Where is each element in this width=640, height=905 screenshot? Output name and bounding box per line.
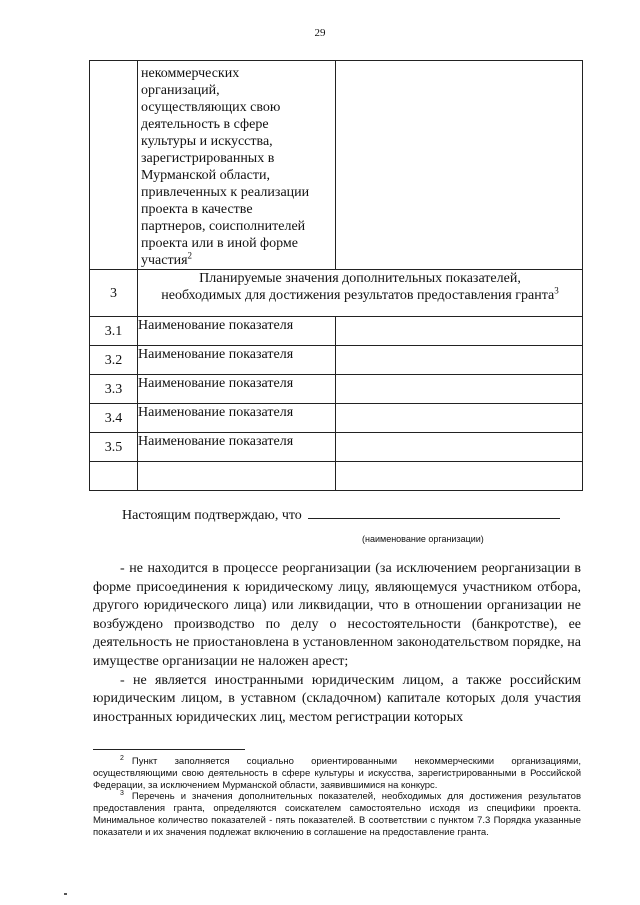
continuation-text-line: организаций,	[141, 83, 220, 98]
empty-cell	[138, 462, 336, 491]
continuation-text-line: Мурманской области,	[141, 168, 270, 183]
empty-cell[interactable]	[336, 462, 583, 491]
table-row-indicator	[90, 346, 583, 375]
indicator-value-cell[interactable]	[336, 375, 583, 404]
continuation-text-line: участия	[141, 253, 188, 268]
indicator-value-cell[interactable]	[336, 404, 583, 433]
indicator-name: Наименование показателя	[138, 375, 336, 404]
indicator-name: Наименование показателя	[138, 317, 336, 346]
indicator-number: 3.2	[90, 346, 138, 375]
grant-indicators-table	[89, 60, 583, 491]
continuation-text-line: деятельность в сфере	[141, 117, 269, 132]
indicator-number: 3.1	[90, 317, 138, 346]
section-title-line2: необходимых для достижения результатов предоставления гранта	[161, 288, 555, 303]
body-text	[93, 560, 581, 727]
continuation-text-line	[141, 252, 333, 269]
table-row-indicator	[90, 404, 583, 433]
confirmation-line	[122, 506, 560, 524]
section-title-line1: Планируемые значения дополнительных показателей,	[199, 271, 521, 286]
continuation-text-line: культуры и искусства,	[141, 134, 273, 149]
footnote	[93, 756, 581, 791]
continuation-text-line: привлеченных к реализации	[141, 185, 310, 200]
section-title	[138, 270, 583, 317]
table-row-continuation	[90, 61, 583, 270]
indicator-value-cell[interactable]	[336, 317, 583, 346]
table-row-indicator	[90, 375, 583, 404]
indicator-name: Наименование показателя	[138, 433, 336, 462]
row-number-cell	[90, 61, 138, 270]
table-row-indicator	[90, 317, 583, 346]
page-number: 29	[314, 27, 326, 39]
indicator-value-cell[interactable]	[336, 346, 583, 375]
empty-cell	[90, 462, 138, 491]
continuation-text-line: проекта в качестве	[141, 202, 253, 217]
organization-caption: (наименование организации)	[362, 534, 484, 544]
table-row-empty	[90, 462, 583, 491]
footnotes	[93, 756, 581, 839]
continuation-text-line: партнеров, соисполнителей	[141, 219, 306, 234]
table-row-indicator	[90, 433, 583, 462]
indicator-number: 3.3	[90, 375, 138, 404]
footnote-separator	[93, 749, 245, 750]
indicator-value-cell[interactable]	[336, 433, 583, 462]
section-number: 3	[90, 270, 138, 317]
indicator-number: 3.4	[90, 404, 138, 433]
indicator-number: 3.5	[90, 433, 138, 462]
organization-name-blank[interactable]	[308, 506, 560, 519]
scan-artifact	[64, 893, 67, 895]
continuation-text	[138, 61, 335, 269]
continuation-text-line: осуществляющих свою	[141, 100, 281, 115]
footnote-mark: 2	[120, 754, 124, 762]
footnote-text: Пункт заполняется социально ориентированными некоммерческими организациями, осуществляющими свою деятельность в сфере культуры и искусства, зарегистрированными в Российской Федерации, за исключением Мурманской области, заявившимися на конкурс.	[93, 756, 581, 791]
table-row-section	[90, 270, 583, 317]
footnote-text: Перечень и значения дополнительных показателей, необходимых для достижения результатов предоставления гранта, определяются соискателем самостоятельно исходя из специфики проекта. Минимальное количество показателей - пять показателей. В соответствии с пунктом 7.3 Порядка указанные показатели и их значения подлежат включению в соглашение на предоставление гранта.	[93, 791, 581, 838]
footnote	[93, 791, 581, 838]
footnote-ref[interactable]: 3	[554, 285, 559, 296]
confirmation-text: Настоящим подтверждаю, что	[122, 508, 302, 523]
continuation-text-line: некоммерческих	[141, 66, 240, 81]
indicator-name: Наименование показателя	[138, 404, 336, 433]
value-cell[interactable]	[336, 61, 583, 270]
continuation-text-line: проекта или в иной форме	[141, 236, 298, 251]
footnote-ref[interactable]: 2	[187, 250, 193, 261]
footnote-mark: 3	[120, 790, 124, 798]
continuation-text-line: зарегистрированных в	[141, 151, 275, 166]
body-paragraph: - не является иностранными юридическим лицом, а также российским юридическим лицом, в уставном (складочном) капитале которых доля участия иностранных юридических лиц, местом регистрации которых	[93, 672, 581, 725]
indicator-name: Наименование показателя	[138, 346, 336, 375]
continuation-text-cell	[138, 61, 336, 270]
body-paragraph: - не находится в процессе реорганизации (за исключением реорганизации в форме присоединения к юридическому лицу, являющемуся участником отбора, другого юридического лица) или ликвидации, что в отношении организации не возбуждено производство по делу о несостоятельности (банкротстве), ее деятельность не приостановлена в установленном законодательством порядке, на имуществе организации не наложен арест;	[93, 561, 581, 669]
